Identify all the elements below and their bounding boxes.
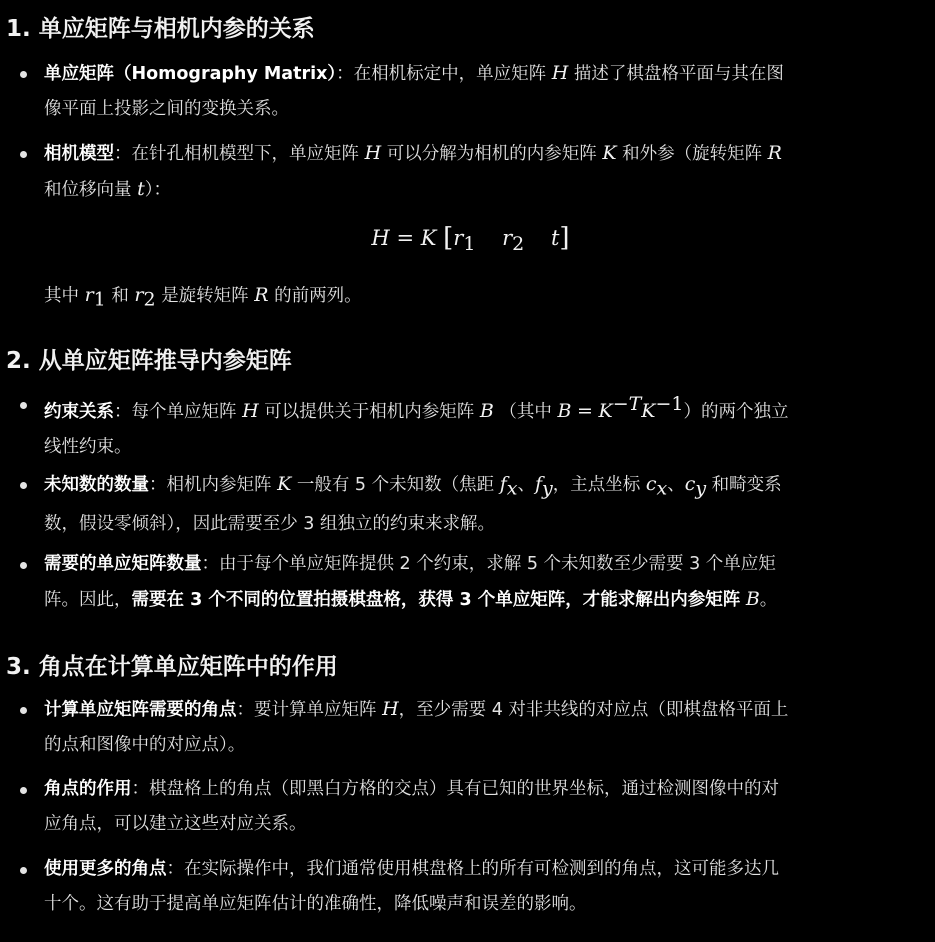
section-1-item-homography (20, 56, 900, 127)
section-2-heading: 2. 从单应矩阵推导内参矩阵 (6, 348, 292, 374)
item-text: 每个单应矩阵 (131, 401, 237, 422)
eq-r2: r (502, 226, 513, 250)
item-text: 在实际操作中，我们通常使用棋盘格上的所有可检测到的角点，这可能多达几 (184, 859, 779, 879)
item-text-line-2: 十个。这有助于提高单应矩阵估计的准确性，降低噪声和误差的影响。 (44, 894, 587, 914)
item-text-line-2: 数，假设零倾斜），因此需要至少 3 组独立的约束来求解。 (44, 513, 496, 534)
math-var: K (598, 399, 613, 422)
item-label: 未知数的数量 (44, 475, 149, 495)
bullet-dot (20, 562, 27, 569)
note-text: 是旋转矩阵 (161, 286, 249, 306)
math-var: K (641, 399, 656, 422)
eq-r2-sub: 2 (512, 233, 525, 256)
item-text: ）的两个独立 (683, 401, 789, 422)
bullet-dot (20, 402, 27, 409)
math-sub: 2 (143, 288, 156, 311)
item-text: 棋盘格上的角点（即黑白方格的交点）具有已知的世界坐标，通过检测图像中的对 (149, 779, 779, 799)
math-sub: x (656, 477, 668, 500)
math-var: f (499, 473, 507, 495)
label-separator: ： (201, 554, 219, 574)
bullet-dot (20, 787, 27, 794)
homography-equation (0, 222, 935, 255)
item-label: 角点的作用 (44, 779, 132, 799)
math-sup: −T (612, 393, 642, 415)
item-text: 。 (759, 590, 778, 610)
bullet-dot (20, 707, 27, 714)
item-text-line-2: 应角点，可以建立这些对应关系。 (44, 814, 307, 834)
left-bracket-icon: [ (443, 223, 454, 253)
math-var: f (534, 473, 543, 495)
label-separator: ： (114, 144, 132, 164)
math-sub: 1 (93, 288, 106, 311)
eq-lhs: H (371, 226, 390, 250)
item-label: 计算单应矩阵需要的角点 (44, 700, 237, 720)
section-3-item-more-corners (20, 852, 900, 922)
note-text: 和 (111, 286, 129, 306)
section-3-item-required-corners (20, 692, 900, 763)
math-var: H (382, 698, 399, 720)
item-text: 描述了棋盘格平面与其在图 (573, 64, 784, 84)
item-text: 和畸变系 (711, 475, 782, 495)
math-equals: = (576, 399, 593, 422)
right-bracket-icon: ] (559, 223, 570, 253)
bullet-dot (20, 482, 27, 489)
item-text: 和外参（旋转矩阵 (622, 144, 763, 164)
label-separator: ： (114, 401, 132, 422)
math-var: c (645, 473, 657, 495)
item-text: 在相机标定中，单应矩阵 (353, 64, 547, 84)
math-var: H (364, 142, 382, 164)
item-text: 可以提供关于相机内参矩阵 (264, 401, 475, 422)
item-text-line-2: 的点和图像中的对应点）。 (44, 735, 246, 755)
eq-r1-sub: 1 (463, 233, 476, 256)
item-label: 相机模型 (44, 144, 114, 164)
item-text-line-2: 线性约束。 (44, 436, 132, 457)
eq-k: K (420, 226, 437, 250)
section-2-item-unknowns (20, 467, 900, 542)
bullet-dot (20, 71, 27, 78)
item-label: 约束关系 (44, 401, 114, 422)
math-sup: −1 (655, 393, 684, 415)
math-var: r (84, 284, 94, 306)
note-text: 的前两列。 (274, 286, 362, 306)
math-var: r (134, 284, 144, 306)
bullet-dot (20, 151, 27, 158)
item-label: 需要的单应矩阵数量 (44, 554, 202, 574)
math-var: B (479, 399, 494, 422)
item-text: ，至少需要 4 对非共线的对应点（即棋盘格平面上 (398, 700, 789, 720)
item-text: 一般有 5 个未知数（焦距 (296, 475, 495, 495)
math-var: K (277, 473, 292, 495)
item-text: 在针孔相机模型下，单应矩阵 (131, 144, 359, 164)
item-label: 使用更多的角点 (44, 859, 167, 879)
label-separator: ： (149, 475, 167, 495)
eq-equals: = (396, 226, 415, 250)
math-sub: y (542, 477, 553, 500)
equation-note (44, 278, 362, 318)
item-text: 相机内参矩阵 (166, 475, 272, 495)
section-3-heading: 3. 角点在计算单应矩阵中的作用 (6, 654, 338, 680)
label-separator: ： (131, 779, 149, 799)
item-text: 和位移向量 (44, 180, 132, 200)
math-var: H (551, 62, 569, 84)
item-text: 、 (667, 475, 685, 495)
section-3-item-corner-role (20, 772, 900, 842)
eq-r1: r (453, 226, 464, 250)
label-separator: ： (236, 700, 254, 720)
note-text: 其中 (44, 286, 79, 306)
section-2-item-homography-count (20, 547, 900, 618)
item-text: ）： (144, 180, 171, 200)
math-var: R (767, 142, 782, 164)
math-var: B (557, 399, 572, 422)
item-text-line-2: 像平面上投影之间的变换关系。 (44, 99, 289, 119)
item-text: 由于每个单应矩阵提供 2 个约束，求解 5 个未知数至少需要 3 个单应矩 (219, 554, 776, 574)
label-separator: ： (336, 64, 354, 84)
math-var: t (137, 178, 145, 200)
math-sub: x (506, 477, 518, 500)
item-label: 单应矩阵（Homography Matrix） (44, 64, 337, 84)
section-1-heading: 1. 单应矩阵与相机内参的关系 (6, 16, 315, 42)
section-2-item-constraints (20, 387, 900, 465)
math-sub: y (695, 477, 707, 500)
item-text: （其中 (499, 401, 552, 422)
math-var: H (242, 399, 259, 422)
eq-t: t (550, 226, 560, 250)
item-text: 可以分解为相机的内参矩阵 (386, 144, 597, 164)
item-text: 阵。因此， (44, 590, 132, 610)
item-text: 要计算单应矩阵 (254, 700, 377, 720)
math-var: B (745, 588, 760, 610)
math-var: K (602, 142, 617, 164)
bullet-dot (20, 867, 27, 874)
math-var: c (684, 473, 696, 495)
item-text: 、 (517, 475, 535, 495)
item-text: ，主点坐标 (552, 475, 641, 495)
section-1-item-camera-model (20, 136, 900, 208)
label-separator: ： (166, 859, 184, 879)
math-var: R (254, 284, 269, 306)
item-bold-text: 需要在 3 个不同的位置拍摄棋盘格，获得 3 个单应矩阵，才能求解出内参矩阵 (131, 590, 741, 610)
